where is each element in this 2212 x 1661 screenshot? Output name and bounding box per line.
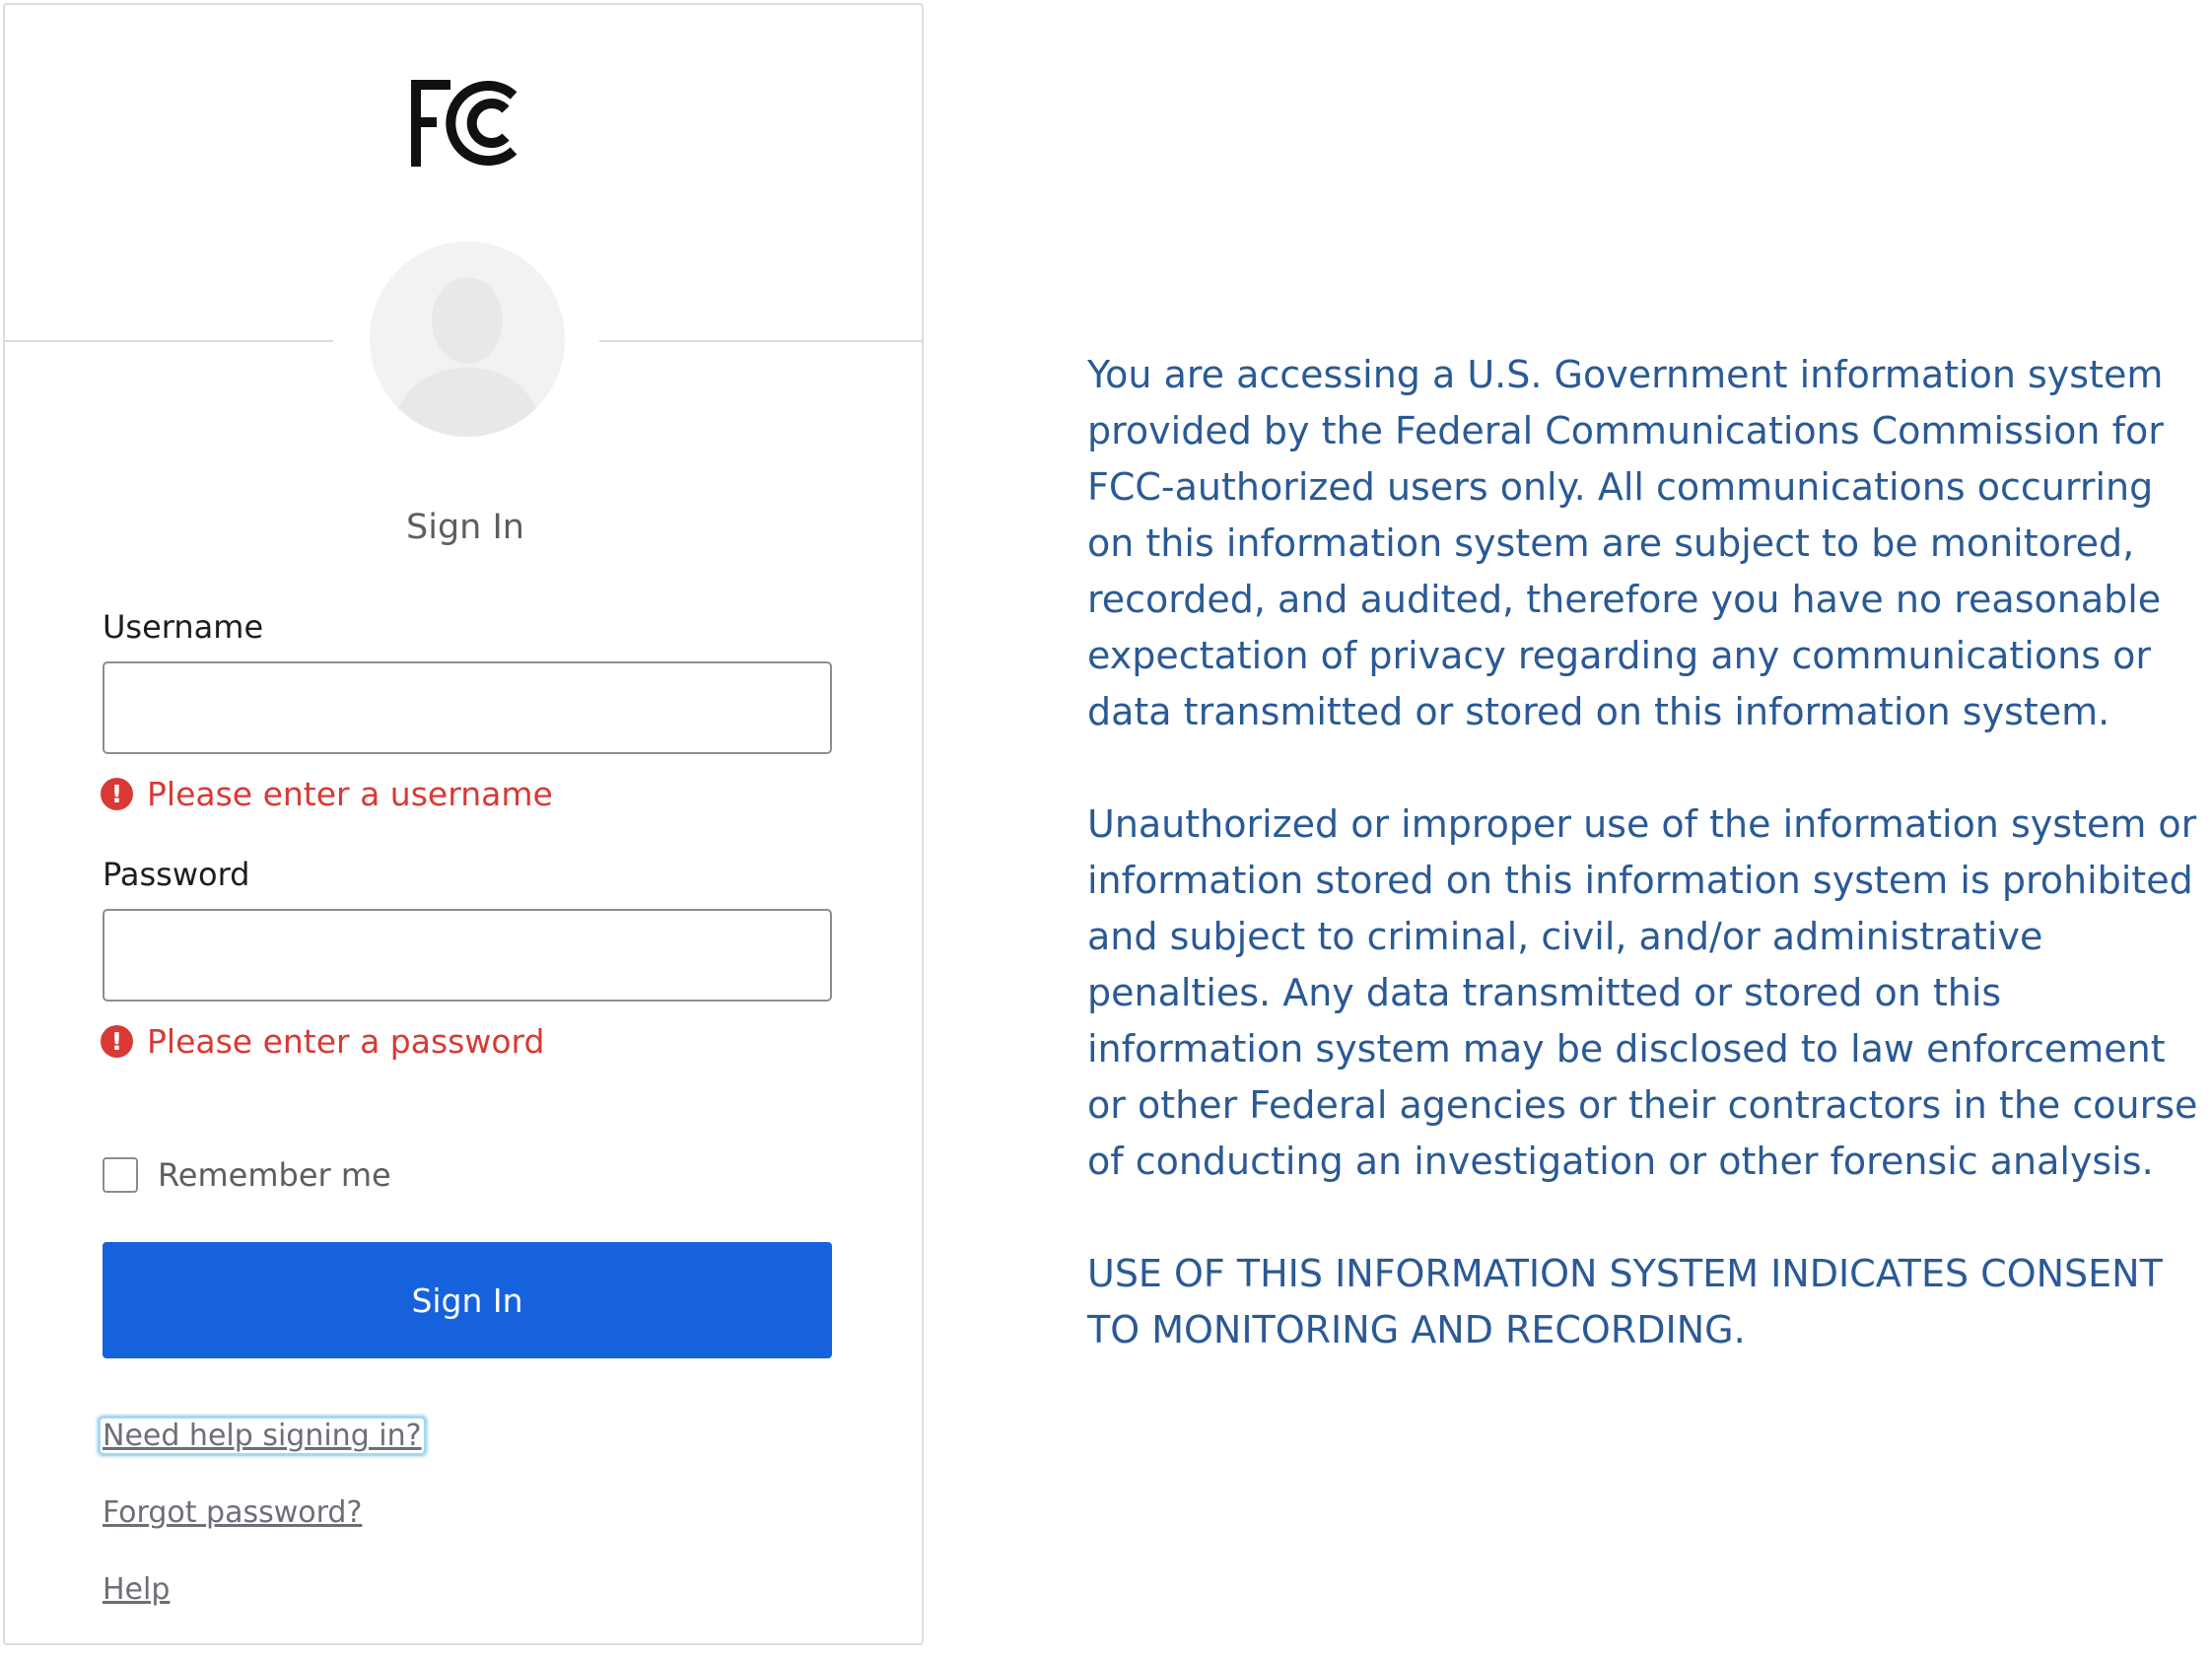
header-divider-right: [599, 340, 924, 342]
remember-me-label: Remember me: [158, 1156, 391, 1194]
password-input[interactable]: [103, 909, 832, 1002]
password-error: [101, 1022, 544, 1061]
header-divider-left: [5, 340, 333, 342]
error-icon: !: [101, 778, 133, 810]
signin-heading: Sign In: [406, 508, 524, 547]
government-notice: [1087, 347, 2201, 1415]
forgot-password-link[interactable]: Forgot password?: [103, 1495, 363, 1530]
fcc-logo: [407, 74, 527, 173]
username-error-text: Please enter a username: [147, 775, 553, 813]
notice-paragraph: Unauthorized or improper use of the information system or information stored on this information system is prohibited and subject to criminal, civil, and/or administrative penalties. Any data transmitted or stored on this information system may be disclosed to law enforcement or other Federal agencies or their contractors in the course of conducting an investigation or other forensic analysis.: [1087, 802, 2198, 1183]
password-error-text: Please enter a password: [147, 1022, 545, 1061]
remember-me[interactable]: [103, 1156, 391, 1194]
username-label: Username: [103, 608, 264, 646]
signin-card: [3, 3, 924, 1645]
username-error: [101, 775, 553, 813]
notice-paragraph: You are accessing a U.S. Government information system provided by the Federal Communications Commission for FCC-authorized users only. All communications occurring on this information system are subject to be monitored, recorded, and audited, therefore you have no reasonable expectation of privacy regarding any communications or data transmitted or stored on this information system.: [1087, 353, 2164, 733]
need-help-link[interactable]: Need help signing in?: [103, 1419, 422, 1453]
username-input[interactable]: [103, 661, 832, 754]
notice-consent: USE OF THIS INFORMATION SYSTEM INDICATES CONSENT TO MONITORING AND RECORDING.: [1087, 1252, 2163, 1351]
sign-in-button[interactable]: Sign In: [103, 1242, 832, 1358]
avatar: [370, 242, 565, 437]
error-icon: !: [101, 1025, 133, 1058]
password-label: Password: [103, 856, 250, 893]
user-silhouette-icon: [370, 242, 565, 437]
remember-me-checkbox[interactable]: [103, 1157, 138, 1193]
help-link[interactable]: Help: [103, 1572, 171, 1607]
